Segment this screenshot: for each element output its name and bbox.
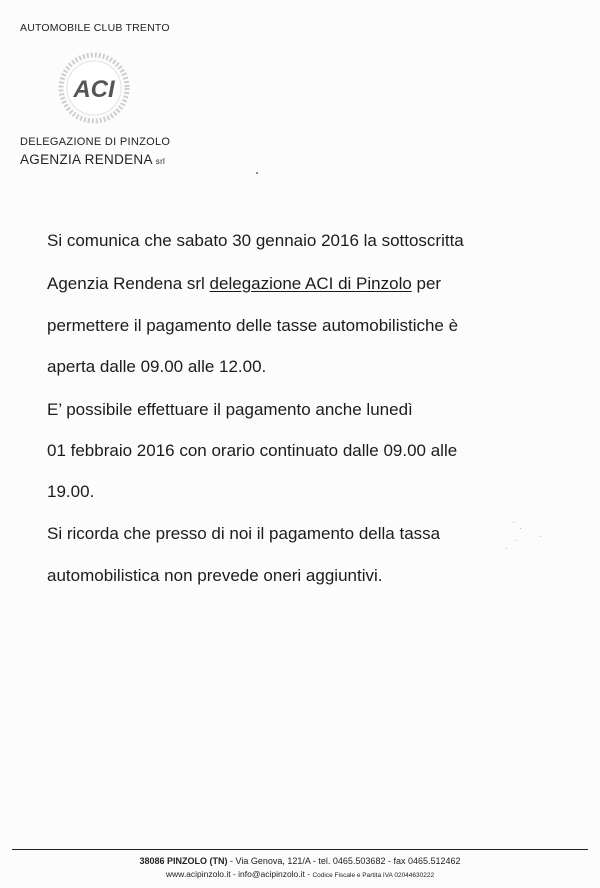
body-line-8: Si ricorda che presso di noi il pagamento della tassa xyxy=(47,524,441,543)
scan-speck xyxy=(540,536,541,537)
scan-speck xyxy=(516,540,517,541)
scan-speck xyxy=(513,522,514,523)
body-line-7: 19.00. xyxy=(47,482,95,501)
logo-lettering: ACI xyxy=(73,76,115,103)
footer-divider xyxy=(12,849,588,850)
body-line-2-start: Agenzia Rendena srl xyxy=(47,274,210,293)
delegation-link-text: delegazione ACI di Pinzolo xyxy=(209,274,412,293)
body-line-3: permettere il pagamento delle tasse automobilistiche è xyxy=(47,316,459,335)
body-line-1: Si comunica che sabato 30 gennaio 2016 la sottoscritta xyxy=(47,231,464,250)
footer-address: - Via Genova, 121/A - tel. 0465.503682 - fax 0465.512462 xyxy=(227,856,461,866)
footer-city: 38086 PINZOLO (TN) xyxy=(139,856,228,866)
footer-contact-line xyxy=(0,869,600,879)
scan-speck xyxy=(506,548,507,549)
aci-logo xyxy=(58,52,130,124)
delegation-name: DELEGAZIONE DI PINZOLO xyxy=(20,136,171,148)
body-line-6: 01 febbraio 2016 con orario continuato dalle 09.00 alle xyxy=(47,441,458,460)
agency-name xyxy=(20,152,165,167)
scan-speck xyxy=(520,528,521,529)
body-line-2-end: per xyxy=(411,274,442,293)
footer-web: www.acipinzolo.it - info@acipinzolo.it - xyxy=(165,869,313,879)
footer-address-line xyxy=(0,856,600,866)
body-line-4: aperta dalle 09.00 alle 12.00. xyxy=(47,357,267,376)
footer-tax-id: Codice Fiscale e Partita IVA 02044630222 xyxy=(312,872,435,879)
body-line-2 xyxy=(47,274,441,294)
club-name: AUTOMOBILE CLUB TRENTO xyxy=(20,22,170,34)
agency-name-text: AGENZIA RENDENA xyxy=(20,152,153,167)
body-line-9: automobilistica non prevede oneri aggiuntivi. xyxy=(47,566,383,585)
agency-suffix: srl xyxy=(155,157,166,166)
scan-speck xyxy=(256,172,258,174)
body-line-5: E’ possibile effettuare il pagamento anche lunedì xyxy=(47,400,413,419)
